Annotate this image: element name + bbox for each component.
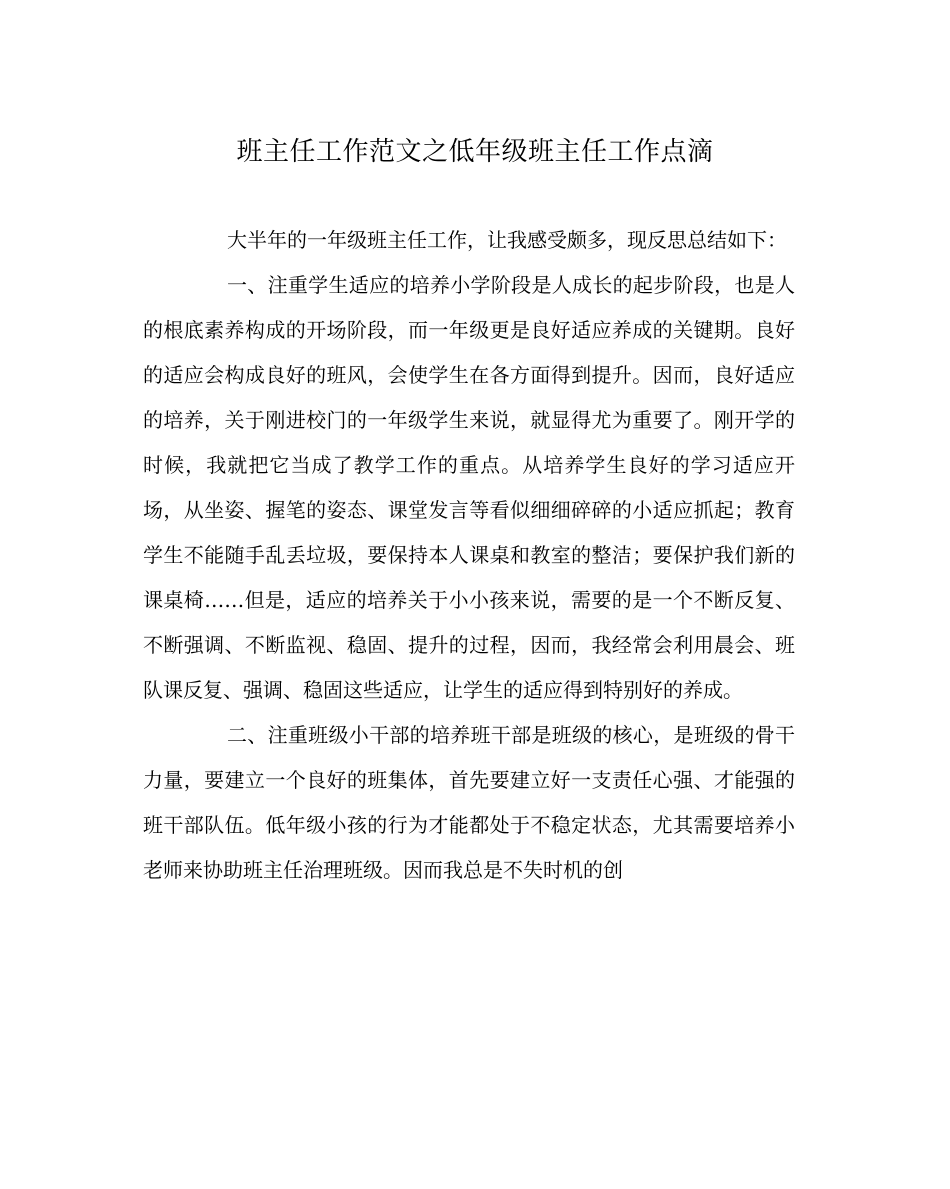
- paragraph-intro: 大半年的一年级班主任工作，让我感受颇多，现反思总结如下：: [227, 228, 787, 252]
- document-title: 班主任工作范文之低年级班主任工作点滴: [236, 137, 714, 167]
- document-body: [143, 218, 795, 893]
- paragraph-class-cadres: 二、注重班级小干部的培养班干部是班级的核心，是班级的骨干力量，要建立一个良好的班集体，首先要建立好一支责任心强、才能强的班干部队伍。低年级小孩的行为才能都处于不稳定状态，尤其需要培养小老师来协助班主任治理班级。因而我总是不失时机的创: [143, 723, 795, 882]
- paragraph-habits: 一、注重学生适应的培养小学阶段是人成长的起步阶段，也是人的根底素养构成的开场阶段，而一年级更是良好适应养成的关键期。良好的适应会构成良好的班风，会使学生在各方面得到提升。因而，良好适应的培养，关于刚进校门的一年级学生来说，就显得尤为重要了。刚开学的时候，我就把它当成了教学工作的重点。从培养学生良好的学习适应开场，从坐姿、握笔的姿态、课堂发言等看似细细碎碎的小适应抓起；教育学生不能随手乱丢垃圾，要保持本人课桌和教室的整洁；要保护我们新的课桌椅……但是，适应的培养关于小小孩来说，需要的是一个不断反复、不断强调、不断监视、稳固、提升的过程，因而，我经常会利用晨会、班队课反复、强调、稳固这些适应，让学生的适应得到特别好的养成。: [143, 273, 795, 702]
